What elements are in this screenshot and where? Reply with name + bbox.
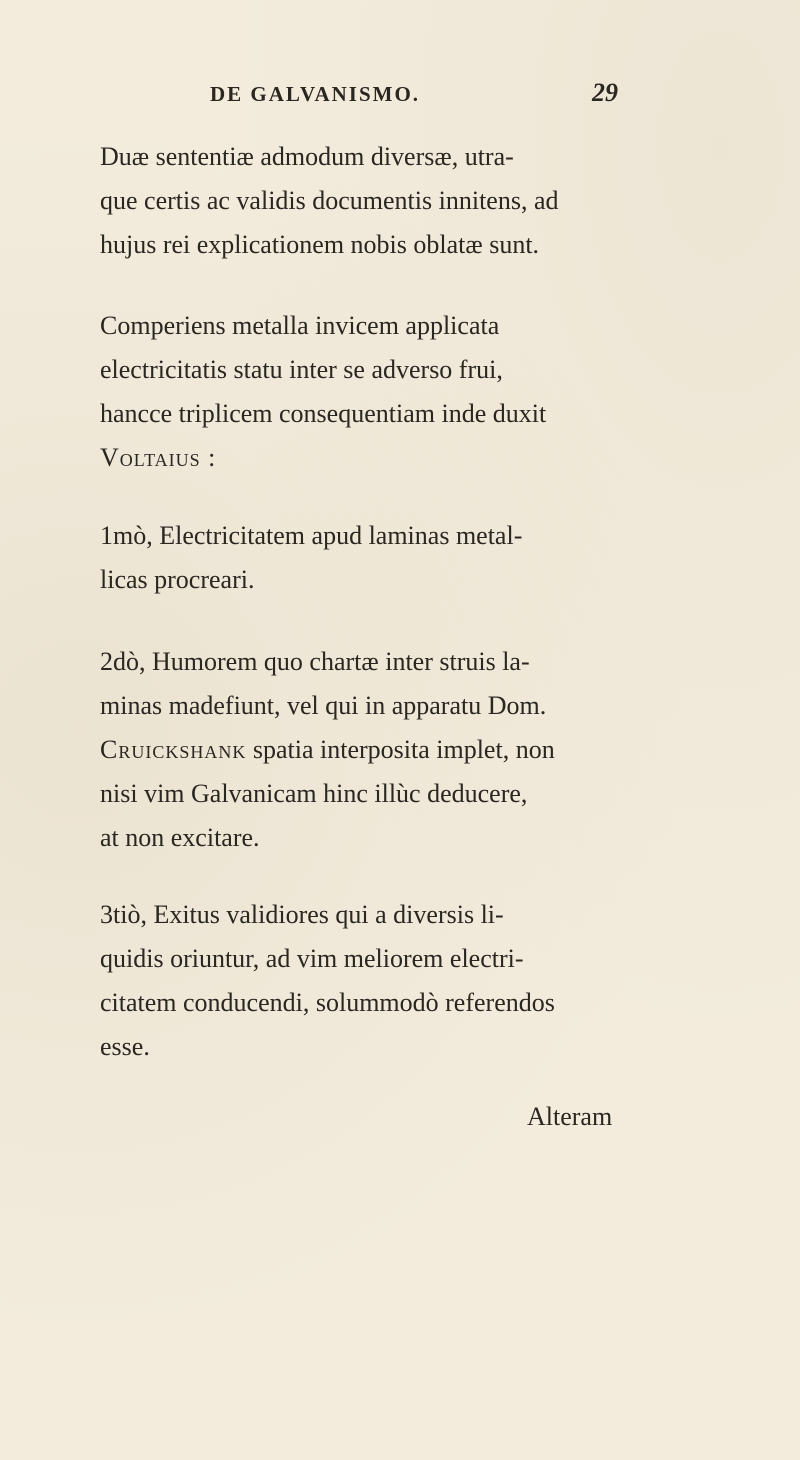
text-line: esse. (100, 1032, 150, 1061)
text-fragment: spatia interposita implet, non (246, 735, 555, 764)
text-line (100, 728, 620, 772)
text-line: quidis oriuntur, ad vim meliorem electri- (100, 944, 524, 973)
catchword: Alteram (527, 1102, 613, 1131)
text-line: at non excitare. (100, 823, 260, 852)
text-line: 3tiò, Exitus validiores qui a diversis li- (100, 900, 504, 929)
text-line: 1mò, Electricitatem apud laminas metal- (100, 521, 523, 550)
paragraph-primo (100, 514, 620, 602)
text-line: nisi vim Galvanicam hinc illùc deducere, (100, 779, 528, 808)
text-line: minas madefiunt, vel qui in apparatu Dom. (100, 691, 547, 720)
paragraph-secundo (100, 640, 620, 860)
text-line: hancce triplicem consequentiam inde duxit (100, 399, 547, 428)
author-name-voltaius: Voltaius : (100, 443, 217, 472)
text-line: Duæ sententiæ admodum diversæ, utra- (100, 142, 514, 171)
author-name-cruickshank: Cruickshank (100, 735, 247, 764)
text-line: 2dò, Humorem quo chartæ inter struis la- (100, 647, 530, 676)
paragraph-1 (100, 135, 620, 267)
page-number: 29 (592, 78, 618, 107)
text-line: hujus rei explicationem nobis oblatæ sunt. (100, 230, 540, 259)
text-line: Comperiens metalla invicem applicata (100, 311, 500, 340)
paragraph-2 (100, 304, 620, 480)
text-line: electricitatis statu inter se adverso frui, (100, 355, 503, 384)
text-line: citatem conducendi, solummodò referendos (100, 988, 555, 1017)
running-title: DE GALVANISMO. (210, 82, 421, 106)
text-line: licas procreari. (100, 565, 255, 594)
text-line: que certis ac validis documentis innitens, ad (100, 186, 559, 215)
paragraph-tertio (100, 893, 620, 1069)
